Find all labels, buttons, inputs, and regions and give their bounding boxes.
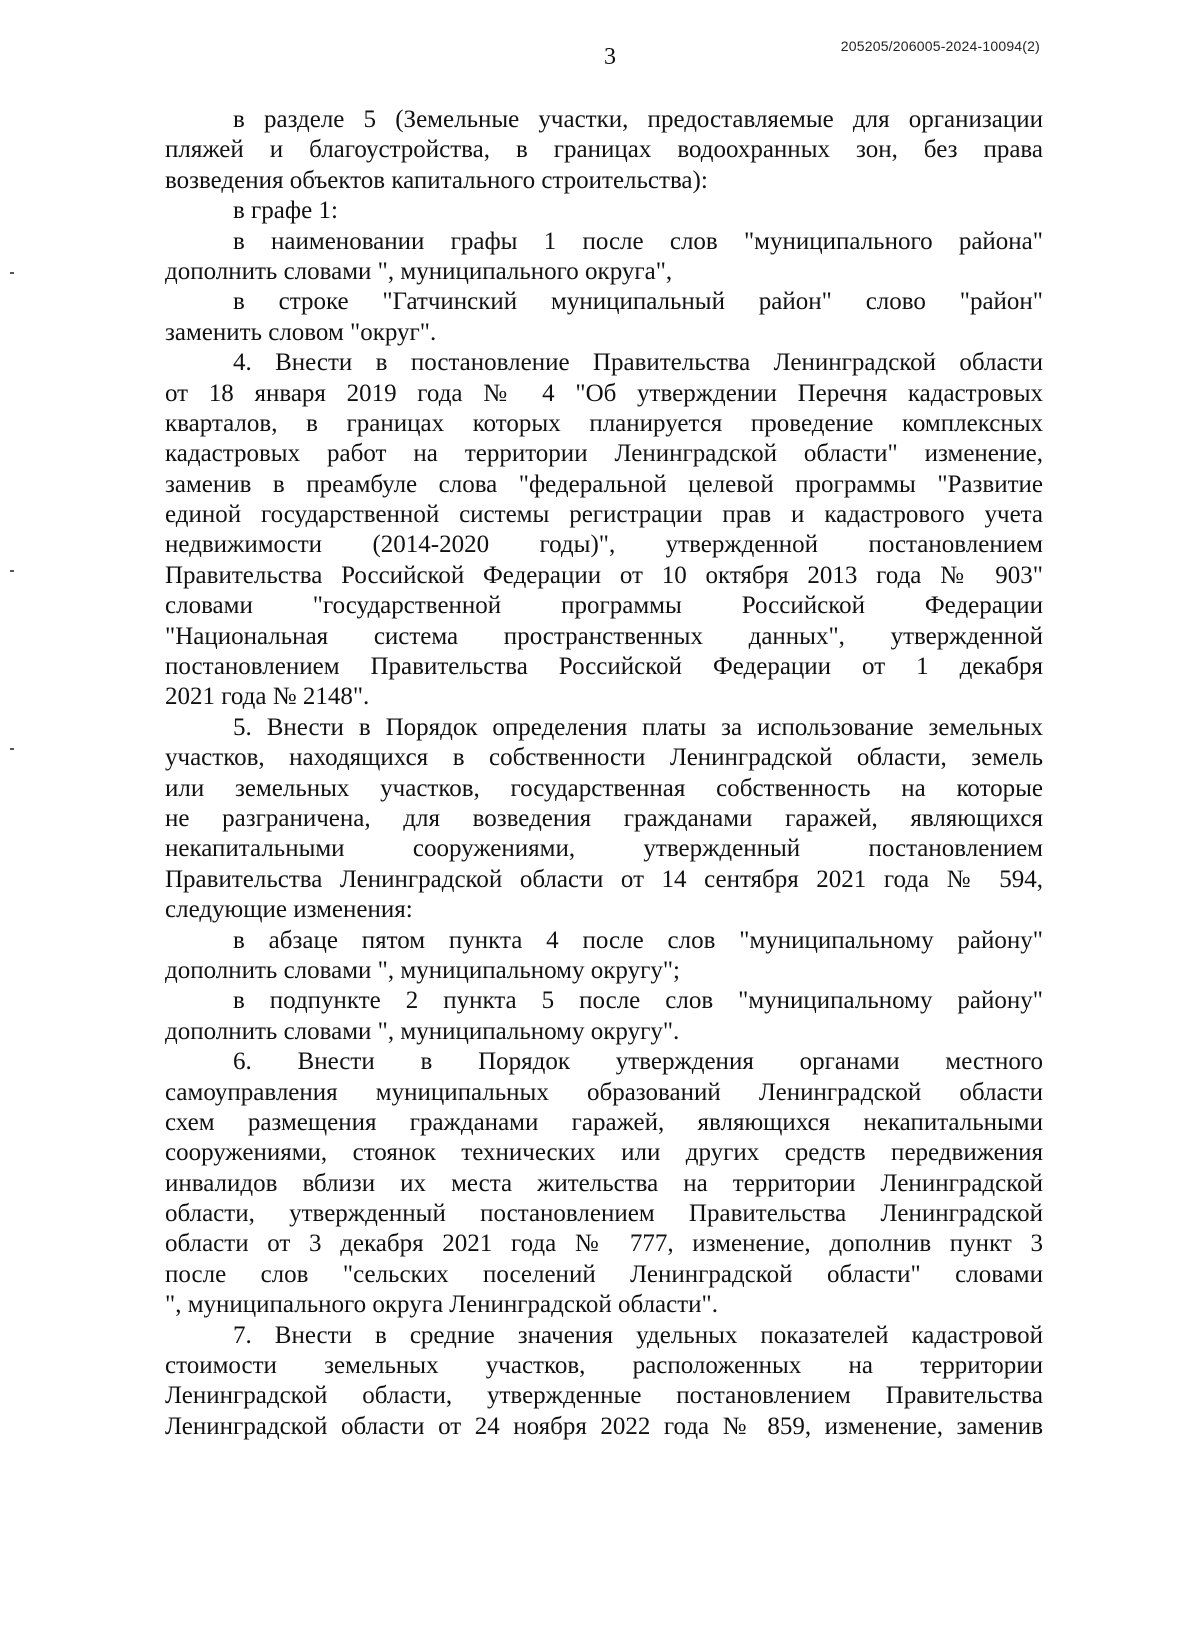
document-registration-code: 205205/206005-2024-10094(2) <box>840 38 1040 54</box>
document-text-line: 4. Внести в постановление Правительства Ленинградской области <box>233 349 1043 377</box>
document-text-line: постановлением Правительства Российской Федерации от 1 декабря <box>165 653 1043 681</box>
document-text-line: Правительства Ленинградской области от 14 сентября 2021 года № 594, <box>165 865 1043 893</box>
scan-margin-mark <box>10 272 14 274</box>
document-text-line: в строке "Гатчинский муниципальный район" слово "район" <box>233 288 1043 316</box>
document-text-line: стоимости земельных участков, расположенных на территории <box>165 1352 1043 1380</box>
document-text-line: участков, находящихся в собственности Ленинградской области, земель <box>165 744 1043 772</box>
document-text-line: в абзаце пятом пункта 4 после слов "муниципальному району" <box>233 926 1043 954</box>
document-text-line: Правительства Российской Федерации от 10 октября 2013 года № 903" <box>165 561 1043 589</box>
document-text-line: дополнить словами ", муниципальному округу"; <box>165 956 680 984</box>
document-text-line: от 18 января 2019 года № 4 "Об утверждении Перечня кадастровых <box>165 379 1043 407</box>
page-number: 3 <box>604 44 616 70</box>
document-text-line: в наименовании графы 1 после слов "муниципального района" <box>233 227 1043 255</box>
document-text-line: 5. Внести в Порядок определения платы за использование земельных <box>233 713 1043 741</box>
document-text-line: ", муниципального округа Ленинградской области". <box>165 1291 719 1319</box>
document-text-line: пляжей и благоустройства, в границах водоохранных зон, без права <box>165 136 1043 164</box>
document-text-line: словами "государственной программы Российской Федерации <box>165 592 1043 620</box>
document-text-line: "Национальная система пространственных данных", утвержденной <box>165 622 1043 650</box>
scan-margin-mark <box>10 570 14 572</box>
document-text-line: 2021 года № 2148". <box>165 683 370 711</box>
document-text-line: 7. Внести в средние значения удельных показателей кадастровой <box>233 1321 1043 1349</box>
document-text-line: дополнить словами ", муниципального округа", <box>165 257 673 285</box>
document-text-line: заменив в преамбуле слова "федеральной целевой программы "Развитие <box>165 470 1043 498</box>
document-text-line: в подпункте 2 пункта 5 после слов "муниципальному району" <box>233 987 1043 1015</box>
document-text-line: единой государственной системы регистрации прав и кадастрового учета <box>165 501 1043 529</box>
document-text-line: области от 3 декабря 2021 года № 777, изменение, дополнив пункт 3 <box>165 1230 1043 1258</box>
document-text-line: недвижимости (2014-2020 годы)", утвержденной постановлением <box>165 531 1043 559</box>
document-text-line: возведения объектов капитального строительства): <box>165 166 708 194</box>
document-body <box>165 105 1043 1442</box>
document-text-line: Ленинградской области, утвержденные постановлением Правительства <box>165 1382 1043 1410</box>
document-text-line: 6. Внести в Порядок утверждения органами местного <box>233 1048 1043 1076</box>
document-text-line: в графе 1: <box>233 197 338 225</box>
document-text-line: или земельных участков, государственная собственность на которые <box>165 774 1043 802</box>
document-text-line: Ленинградской области от 24 ноября 2022 года № 859, изменение, заменив <box>165 1412 1043 1440</box>
document-text-line: следующие изменения: <box>165 896 413 924</box>
document-text-line: области, утвержденный постановлением Правительства Ленинградской <box>165 1200 1043 1228</box>
document-text-line: сооружениями, стоянок технических или других средств передвижения <box>165 1139 1043 1167</box>
document-text-line: кварталов, в границах которых планируется проведение комплексных <box>165 409 1043 437</box>
document-text-line: некапитальными сооружениями, утвержденный постановлением <box>165 835 1043 863</box>
document-text-line: не разграничена, для возведения гражданами гаражей, являющихся <box>165 804 1043 832</box>
document-text-line: в разделе 5 (Земельные участки, предоставляемые для организации <box>233 106 1043 133</box>
document-text-line: кадастровых работ на территории Ленинградской области" изменение, <box>165 440 1043 468</box>
scan-margin-mark <box>10 748 14 750</box>
document-text-line: самоуправления муниципальных образований Ленинградской области <box>165 1078 1043 1106</box>
document-text-line: после слов "сельских поселений Ленинградской области" словами <box>165 1260 1043 1288</box>
document-text-line: заменить словом "округ". <box>165 318 437 346</box>
document-text-line: схем размещения гражданами гаражей, являющихся некапитальными <box>165 1108 1043 1136</box>
document-text-line: инвалидов вблизи их места жительства на территории Ленинградской <box>165 1169 1043 1197</box>
document-text-line: дополнить словами ", муниципальному округу". <box>165 1017 680 1045</box>
